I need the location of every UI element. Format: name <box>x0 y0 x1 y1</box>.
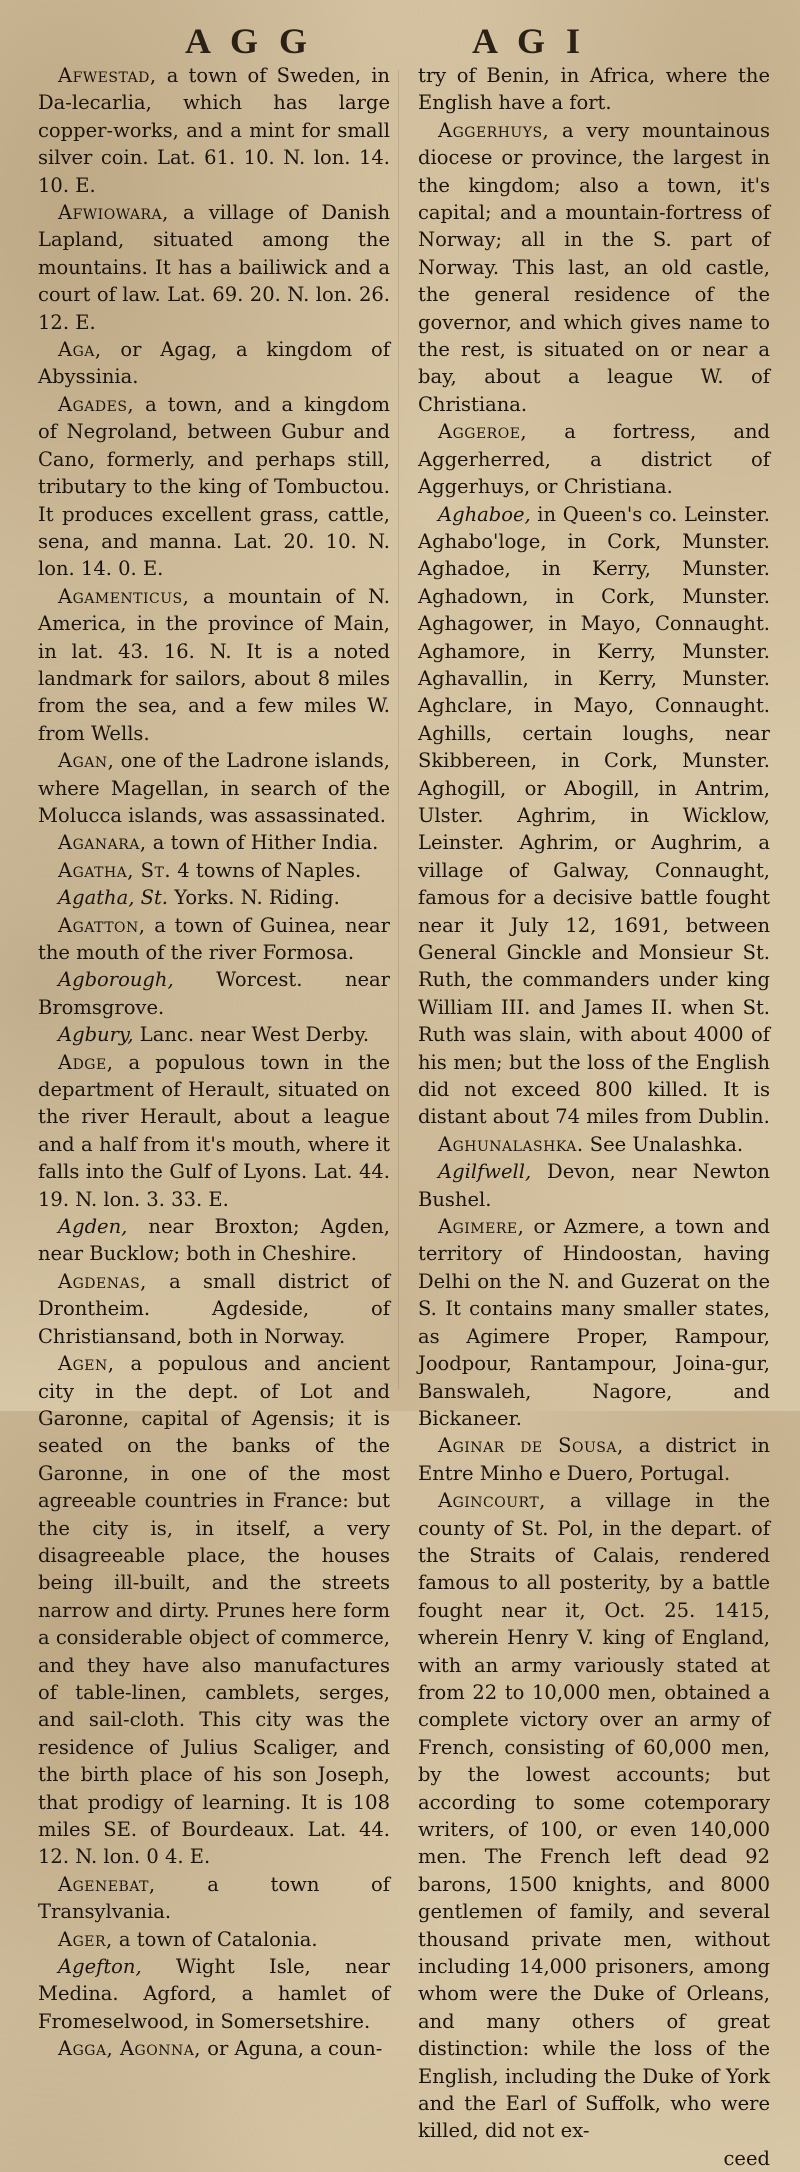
entry-headword: Aginar de Sousa, <box>438 1434 624 1458</box>
column-divider <box>398 70 399 1390</box>
dictionary-entry <box>38 336 390 391</box>
dictionary-entry <box>418 2145 770 2172</box>
dictionary-entry <box>418 1213 770 1432</box>
entry-text: a town of Guinea, near the mouth of the river Formosa. <box>38 913 390 964</box>
dictionary-entry <box>38 199 390 336</box>
dictionary-entry <box>38 62 390 199</box>
entry-text: ceed <box>723 2146 770 2170</box>
entry-text: a fortress, and Aggerherred, a district of Aggerhuys, or Christiana. <box>418 420 770 499</box>
dictionary-entry <box>38 912 390 967</box>
entry-text: a town of Sweden, in Da-lecarlia, which has large copper-works, and a mint for small silver coin. Lat. 61. 10. N. lon. 14. 10. E. <box>38 64 390 197</box>
entry-headword: Agincourt, <box>438 1489 546 1513</box>
entry-headword: Agan, <box>58 749 115 773</box>
entry-text: See Unalashka. <box>583 1132 744 1156</box>
entry-text: a populous and ancient city in the dept. of Lot and Garonne, capital of Agensis; it is seated on the banks of the Garonne, in one of the most agreeable countries in France: but the city is, in itself, a very disagreeable place, the houses being ill-built, and the streets narrow and dirty. Prunes here form a considerable object of commerce, and they have also manufactures of table-linen, camblets, serges, and sail-cloth. This city was the residence of Julius Scaliger, and the birth place of his son Joseph, that prodigy of learning. It is 108 miles SE. of Bourdeaux. Lat. 44. 12. N. lon. 0 4. E. <box>38 1352 390 1869</box>
dictionary-entry <box>38 2035 390 2062</box>
entry-headword: Aggerhuys, <box>438 118 550 142</box>
dictionary-entry <box>38 583 390 747</box>
entry-text: a mountain of N. America, in the province of Main, in lat. 43. 16. N. It is a noted landmark for sailors, about 8 miles from the sea, and a few miles W. from Wells. <box>38 584 390 745</box>
entry-headword: Ager, <box>58 1927 113 1951</box>
entry-headword: Agga, Agonna, <box>58 2037 202 2061</box>
entry-italic-headword: Aghaboe, <box>438 502 531 526</box>
page-header <box>0 14 800 64</box>
entry-headword: Aganara, <box>58 831 147 855</box>
dictionary-entry <box>38 1953 390 2035</box>
entry-text: or Aguna, a coun- <box>201 2037 383 2061</box>
entry-text: a village of Danish Lapland, situated among the mountains. It has a bailiwick and a court of law. Lat. 69. 20. N. lon. 26. 12. E. <box>38 201 390 334</box>
entry-text: a town, and a kingdom of Negroland, between Gubur and Cano, formerly, and perhaps still, tributary to the king of Tombuctou. It produces excellent grass, cattle, sena, and manna. Lat. 20. 10. N. lon. 14. 0. E. <box>38 392 390 581</box>
entry-headword: Afwiowara, <box>58 201 169 225</box>
dictionary-entry <box>418 418 770 500</box>
dictionary-entry <box>38 884 390 911</box>
entry-headword: Adge, <box>58 1050 114 1074</box>
dictionary-entry <box>38 1021 390 1048</box>
dictionary-entry <box>418 1131 770 1158</box>
dictionary-entry <box>38 966 390 1021</box>
entry-italic-headword: Agatha, St. <box>58 886 169 910</box>
dictionary-entry <box>38 1350 390 1871</box>
entry-headword: Agenebat, <box>58 1872 156 1896</box>
entry-italic-headword: Agilfwell, <box>438 1160 532 1184</box>
entry-headword: Agades, <box>58 392 135 416</box>
dictionary-entry <box>418 62 770 117</box>
dictionary-entry <box>38 1213 390 1268</box>
dictionary-entry <box>38 391 390 583</box>
entry-text: near Broxton; Agden, near Bucklow; both in Cheshire. <box>38 1215 390 1266</box>
dictionary-entry <box>38 829 390 856</box>
entry-headword: Agatton, <box>58 913 146 937</box>
entry-headword: Agimere, <box>438 1215 525 1239</box>
entry-text: a town of Transylvania. <box>38 1872 390 1924</box>
entry-headword: Aghunalashka. <box>438 1132 584 1156</box>
entry-text: or Agag, a kingdom of Abyssinia. <box>38 338 390 389</box>
entry-text: a village in the county of St. Pol, in the depart. of the Straits of Calais, rendered famous to all posterity, by a battle fought near it, Oct. 25. 1415, wherein Henry V. king of England, with an army variously stated at from 22 to 10,000 men, obtained a complete victory over an army of French, consisting of 60,000 men, by the lowest accounts; but according to some cotemporary writers, of 100, or even 140,000 men. The French left dead 92 barons, 1500 knights, and 8000 gentlemen of family, and several thousand private men, without including 14,000 prisoners, among whom were the Duke of Orleans, and many others of great distinction: while the loss of the English, including the Duke of York and the Earl of Suffolk, who were killed, did not ex- <box>418 1489 770 2143</box>
entry-text: try of Benin, in Africa, where the English have a fort. <box>418 64 770 115</box>
entry-text: Devon, near Newton Bushel. <box>418 1160 770 1211</box>
entry-text: a populous town in the department of Herault, situated on the river Herault, about a league and a half from it's mouth, where it falls into the Gulf of Lyons. Lat. 44. 19. N. lon. 3. 33. E. <box>38 1050 390 1211</box>
running-head-right: A G I <box>472 21 587 61</box>
dictionary-entry <box>418 1432 770 1487</box>
entry-text: a small district of Drontheim. Agdeside, of Christiansand, both in Norway. <box>38 1269 390 1348</box>
dictionary-entry <box>418 1158 770 1213</box>
dictionary-entry <box>38 1049 390 1213</box>
entry-headword: Aggeroe, <box>438 420 528 444</box>
dictionary-entry <box>418 1487 770 2145</box>
entry-text: Wight Isle, near Medina. Agford, a hamlet of Fromeselwood, in Somersetshire. <box>38 1955 390 2033</box>
entry-italic-headword: Agborough, <box>58 968 174 992</box>
entry-text: a district in Entre Minho e Duero, Portugal. <box>418 1434 770 1485</box>
entry-text: one of the Ladrone islands, where Magellan, in search of the Molucca islands, was assassinated. <box>38 749 390 827</box>
entry-headword: Afwestad, <box>58 64 157 87</box>
entry-text: a very mountainous diocese or province, the largest in the kingdom; also a town, it's capital; and a mountain-fortress of Norway; all in the S. part of Norway. This last, an old castle, the general residence of the governor, and which gives name to the rest, is situated on or near a bay, about a league W. of Christiana. <box>418 118 770 416</box>
entry-headword: Aga, <box>58 338 102 362</box>
entry-text: a town of Catalonia. <box>112 1927 318 1951</box>
entry-text: or Azmere, a town and territory of Hindoostan, having Delhi on the N. and Guzerat on the S. It contains many smaller states, as Agimere Proper, Rampour, Joodpour, Rantampour, Joina-gur, Banswaleh, Nagore, and Bickaneer. <box>418 1215 770 1430</box>
entry-text: 4 towns of Naples. <box>171 858 362 882</box>
dictionary-entry <box>38 857 390 884</box>
dictionary-entry <box>38 1871 390 1926</box>
dictionary-entry <box>418 501 770 1131</box>
entry-text: in Queen's co. Leinster. Aghabo'loge, in Cork, Munster. Aghadoe, in Kerry, Munster. Aghadown, in Cork, Munster. Aghagower, in Mayo, Connaught. Aghamore, in Kerry, Munster. Aghavallin, in Kerry, Munster. Aghclare, in Mayo, Connaught. Aghills, certain loughs, near Skibbereen, in Cork, Munster. Aghogill, or Abogill, in Antrim, Ulster. Aghrim, in Wicklow, Leinster. Aghrim, or Aughrim, a village of Galway, Connaught, famous for a decisive battle fought near it July 12, 1691, between General Ginckle and Monsieur St. Ruth, the commanders under king William III. and James II. when St. Ruth was slain, with about 4000 of his men; but the loss of the English did not exceed 800 killed. It is distant about 74 miles from Dublin. <box>418 502 770 1129</box>
entry-italic-headword: Agefton, <box>58 1955 142 1979</box>
right-column <box>418 62 770 2172</box>
dictionary-entry <box>38 747 390 829</box>
dictionary-entry <box>38 1268 390 1350</box>
entry-text: a town of Hither India. <box>146 831 379 855</box>
entry-text: Lanc. near West Derby. <box>133 1023 370 1047</box>
running-head-left: A G G <box>185 21 314 61</box>
entry-headword: Agdenas, <box>58 1269 147 1293</box>
dictionary-entry <box>38 1926 390 1953</box>
entry-headword: Agatha, St. <box>58 858 172 882</box>
entry-headword: Agen, <box>58 1352 115 1376</box>
entry-italic-headword: Agbury, <box>58 1023 134 1047</box>
dictionary-entry <box>418 117 770 418</box>
entry-italic-headword: Agden, <box>58 1215 128 1239</box>
entry-text: Yorks. N. Riding. <box>168 886 340 910</box>
left-column <box>38 62 390 2063</box>
entry-text: Worcest. near Bromsgrove. <box>38 968 390 1019</box>
entry-headword: Agamenticus, <box>58 584 190 608</box>
